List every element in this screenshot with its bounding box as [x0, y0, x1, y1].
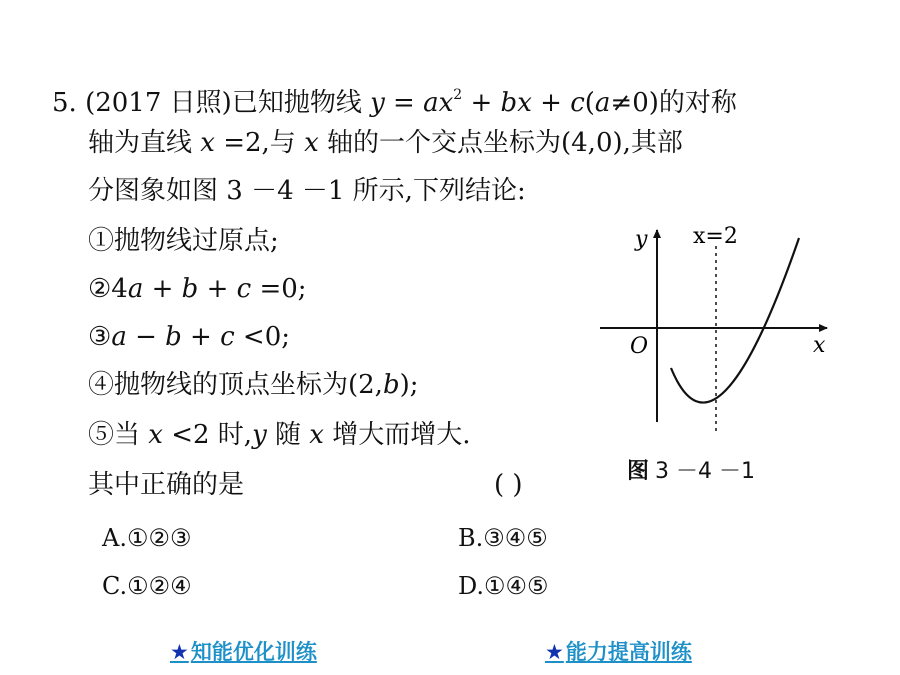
formula: $y = ax^2$ + bx + c(a≠0) — [370, 87, 659, 118]
nav-link-ability-training[interactable] — [545, 636, 692, 666]
answer-blank: ( ) — [494, 470, 523, 500]
origin-label: O — [630, 334, 649, 359]
question-line-1 — [52, 80, 737, 118]
x-axis-label: x — [813, 333, 826, 358]
question-line-2: 轴为直线 x =2,与 x 轴的一个交点坐标为(4,0),其部 — [88, 128, 683, 158]
nav-link-knowledge-training[interactable] — [170, 636, 317, 666]
parabola-figure — [595, 222, 835, 482]
question-source: (2017 日照) — [85, 88, 232, 118]
stem-text-end: 的对称 — [658, 88, 737, 118]
statement-3: ③a − b + c <0; — [88, 322, 291, 352]
answer-prompt: 其中正确的是 — [88, 470, 245, 500]
statement-5: ⑤当 x <2 时,y 随 x 增大而增大. — [88, 420, 471, 450]
stem-text: 已知抛物线 — [231, 88, 362, 118]
choice-c[interactable]: C.①②④ — [102, 572, 192, 600]
statement-4: ④抛物线的顶点坐标为(2,b); — [88, 370, 419, 400]
parabola-curve — [671, 238, 799, 403]
choice-a[interactable]: A.①②③ — [102, 524, 192, 552]
symmetry-label: x=2 — [693, 224, 738, 249]
y-axis-label: y — [635, 227, 648, 252]
figure-caption: 图 3 －4 －1 — [627, 459, 755, 484]
choice-d[interactable]: D.①④⑤ — [458, 572, 549, 600]
star-icon: ★ — [545, 640, 564, 664]
statement-1: ①抛物线过原点; — [88, 226, 279, 256]
choice-b[interactable]: B.③④⑤ — [458, 524, 548, 552]
nav-label: 能力提高训练 — [565, 640, 692, 664]
star-icon: ★ — [170, 640, 189, 664]
question-line-3: 分图象如图 3 －4 －1 所示,下列结论: — [88, 176, 526, 206]
nav-label: 知能优化训练 — [190, 640, 317, 664]
statement-2: ②4a + b + c =0; — [88, 274, 307, 304]
question-number: 5. — [52, 88, 77, 118]
